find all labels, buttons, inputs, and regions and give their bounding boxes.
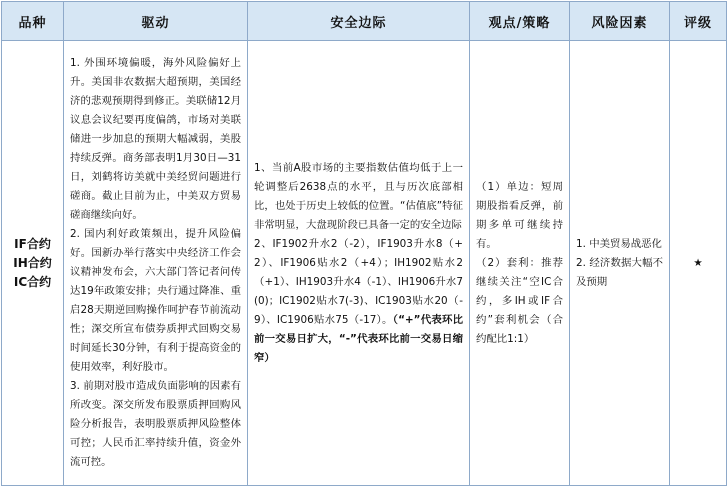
- header-variety: 品种: [2, 2, 64, 41]
- drivers-cell: [64, 41, 248, 486]
- safety-note: （“+”代表环比前一交易日扩大，“-”代表环比前一交易日缩窄）: [254, 313, 463, 364]
- rating-star-icon: ★: [693, 256, 703, 269]
- risk-factors-cell: [570, 41, 670, 486]
- rating-cell: [670, 41, 727, 486]
- header-drivers: 驱动: [64, 2, 248, 41]
- contract-ic: IC合约: [13, 274, 52, 289]
- header-safety-margin: 安全边际: [248, 2, 470, 41]
- safety-point-1: 1、当前A股市场的主要指数估值均低于上一轮调整后2638点的水平，且与历次底部相比，也处于历史上较低的位置。“估值底”特征非常明显，大盘现阶段已具备一定的安全边际: [254, 161, 463, 231]
- contract-if: IF合约: [14, 236, 51, 251]
- safety-point-2: [254, 235, 463, 368]
- contracts-cell: [2, 41, 64, 486]
- driver-point-2: 2. 国内利好政策频出，提升风险偏好。国新办举行落实中央经济工作会议精神发布会，六大部门答记者问传达19年政策安排；央行通过降准、重启28天期逆回购操作呵护春节前流动性；深交所宣布债券质押式回购交易时间延长30分钟，有利于提高资金的使用效率，利好股市。: [70, 228, 241, 373]
- view-point-2: （2）套利：推荐继续关注“空IC合约，多IH或IF合约”套利机会（合约配比1:1）: [476, 256, 563, 345]
- safety-margin-cell: [248, 41, 470, 486]
- risk-point-2: 2. 经济数据大幅不及预期: [576, 256, 663, 288]
- header-rating: 评级: [670, 2, 727, 41]
- safety-point-2-text: 2、IF1902升水2（-2），IF1903升水8（+2）、IF1906贴水2（+4）；IH1902贴水2（+1）、IH1903升水4（-1）、IH1906升水7(0)；IC1902贴水7(-3)、IC1903贴水20（-9）、IC1906贴水75（-17）。: [254, 237, 463, 326]
- header-row: [2, 2, 727, 41]
- view-point-1: （1）单边：短周期股指看反弹，前期多单可继续持有。: [476, 180, 563, 250]
- header-risk-factors: 风险因素: [570, 2, 670, 41]
- strategy-table: [1, 1, 727, 486]
- contract-ih: IH合约: [13, 255, 52, 270]
- header-view-strategy: 观点/策略: [470, 2, 570, 41]
- risk-point-1: 1. 中美贸易战恶化: [576, 237, 662, 250]
- table-row: [2, 41, 727, 486]
- driver-point-1: 1. 外围环境偏暖，海外风险偏好上升。美国非农数据大超预期，美国经济的悲观预期得到修正。美联储12月议息会议纪要再度偏鸽，市场对美联储进一步加息的预期大幅减弱，美股持续反弹。商务部表明1月30日—31日，刘鹤将访美就中美经贸问题进行磋商。截止目前为止，中美双方贸易磋商继续向好。: [70, 57, 241, 221]
- view-strategy-cell: [470, 41, 570, 486]
- driver-point-3: 3. 前期对股市造成负面影响的因素有所改变。深交所发布股票质押回购风险分析报告，表明股票质押风险整体可控；人民币汇率持续升值，资金外流可控。: [70, 380, 241, 468]
